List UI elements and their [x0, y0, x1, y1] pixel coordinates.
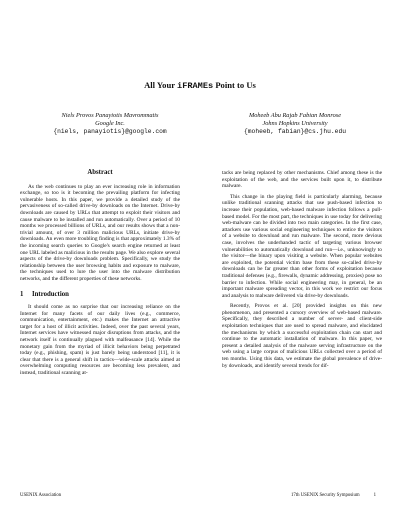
title-suffix: Point to Us: [215, 80, 256, 90]
authors-right: [205, 112, 385, 137]
title-code: iFRAMEs: [177, 81, 214, 91]
right-column: [222, 170, 382, 373]
paper-title: [0, 80, 400, 91]
right-paragraph-1: tacks are being replaced by other mechanisms. Chief among these is the exploitation of the web, and the services built upon it, to distribute malware.: [222, 170, 382, 190]
email-right: {moheeb, fabian}@cs.jhu.edu: [243, 128, 347, 136]
right-paragraph-2: This change in the playing field is particularly alarming, because unlike traditional scanning attacks that use push-based infection to increase their population, web-based malware infection follows a pull-based model. For the most part, the techniques in use today for delivering web-malware can be divided into two main categories. In the first case, attackers use various social engineering techniques to entice the visitors of a website to download and run malware. The second, more devious case, involves the underhanded tactic of targeting various browser vulnerabilities to automatically download and run—i.e., unknowingly to the visitor—the binary upon visiting a website. When popular websites are exploited, the potential victim base from these so-called drive-by downloads can be far greater than other forms of exploitation because traditional defenses (e.g., firewalls, dynamic addressing, proxies) pose no barrier to infection. While social engineering may, in general, be an important malware spreading vector, in this work we restrict our focus and analysis to malware delivered via drive-by downloads.: [222, 193, 382, 299]
abstract-text: As the web continues to play an ever increasing role in information exchange, so too is it becoming the prevailing platform for infecting vulnerable hosts. In this paper, we provide a detailed study of the pervasiveness of so-called drive-by downloads on the Internet. Drive-by downloads are caused by URLs that attempt to exploit their visitors and cause malware to be installed and run automatically. Over a period of 10 months we processed billions of URLs, and our results shows that a non-trivial amount, of over 3 million malicious URLs, initiate drive-by downloads. An even more troubling finding is that approximately 1.3% of the incoming search queries to Google's search engine returned at least one URL labeled as malicious in the results page. We also explore several aspects of the drive-by downloads problem. Specifically, we study the relationship between the user browsing habits and exposure to malware, the techniques used to lure the user into the malware distribution networks, and the different properties of these networks.: [20, 183, 180, 282]
authors-left: [20, 112, 200, 137]
footer-conference: 17th USENIX Security Symposium: [290, 493, 360, 498]
footer-right: [291, 493, 376, 498]
email-left: {niels, panayiotis}@google.com: [53, 128, 167, 136]
introduction-text: It should come as no surprise that our increasing reliance on the Internet for many facets of our daily lives (e.g., commerce, communication, entertainment, etc.) makes the Internet an attractive target for a host of illicit activities. Indeed, over the past several years, Internet services have witnessed major disruptions from attacks, and the network itself is continually plagued with malfeasance [14]. While the monetary gain from the myriad of illicit behaviors being perpetrated today (e.g., phishing, spam) is just barely being understood [11], it is clear that there is a general shift in tactics—wide-scale attacks aimed at overwhelming computing resources are becoming less prevalent, and instead, traditional scanning at-: [20, 304, 180, 377]
author-names-left: Niels Provos Panayiotis Mavrommatis: [61, 112, 159, 119]
affiliation-right: Johns Hopkins University: [262, 120, 328, 128]
left-column: [20, 170, 180, 381]
abstract-heading: Abstract: [87, 169, 113, 176]
title-prefix: All Your: [144, 80, 175, 90]
footer-venue: USENIX Association: [20, 493, 62, 498]
introduction-heading: [20, 292, 180, 299]
author-names-right: Moheeb Abu Rajab Fabian Monrose: [249, 112, 341, 119]
section-title: Introduction: [32, 290, 69, 298]
affiliation-left: Google Inc.: [95, 120, 125, 128]
page-number: 1: [373, 493, 376, 498]
right-paragraph-3: Recently, Provos et al. [20] provided insights on this new phenomenon, and presented a cursory overview of web-based malware. Specifically, they described a number of server- and client-side exploitation techniques that are used to spread malware, and elucidated the mechanisms by which a successful exploitation chain can start and continue to the automatic installation of malware. In this paper, we present a detailed analysis of the malware serving infrastructure on the web using a large corpus of malicious URLs collected over a period of ten months. Using this data, we estimate the global prevalence of drive-by downloads, and identify several trends for dif-: [222, 303, 382, 369]
section-number: 1: [20, 290, 24, 298]
